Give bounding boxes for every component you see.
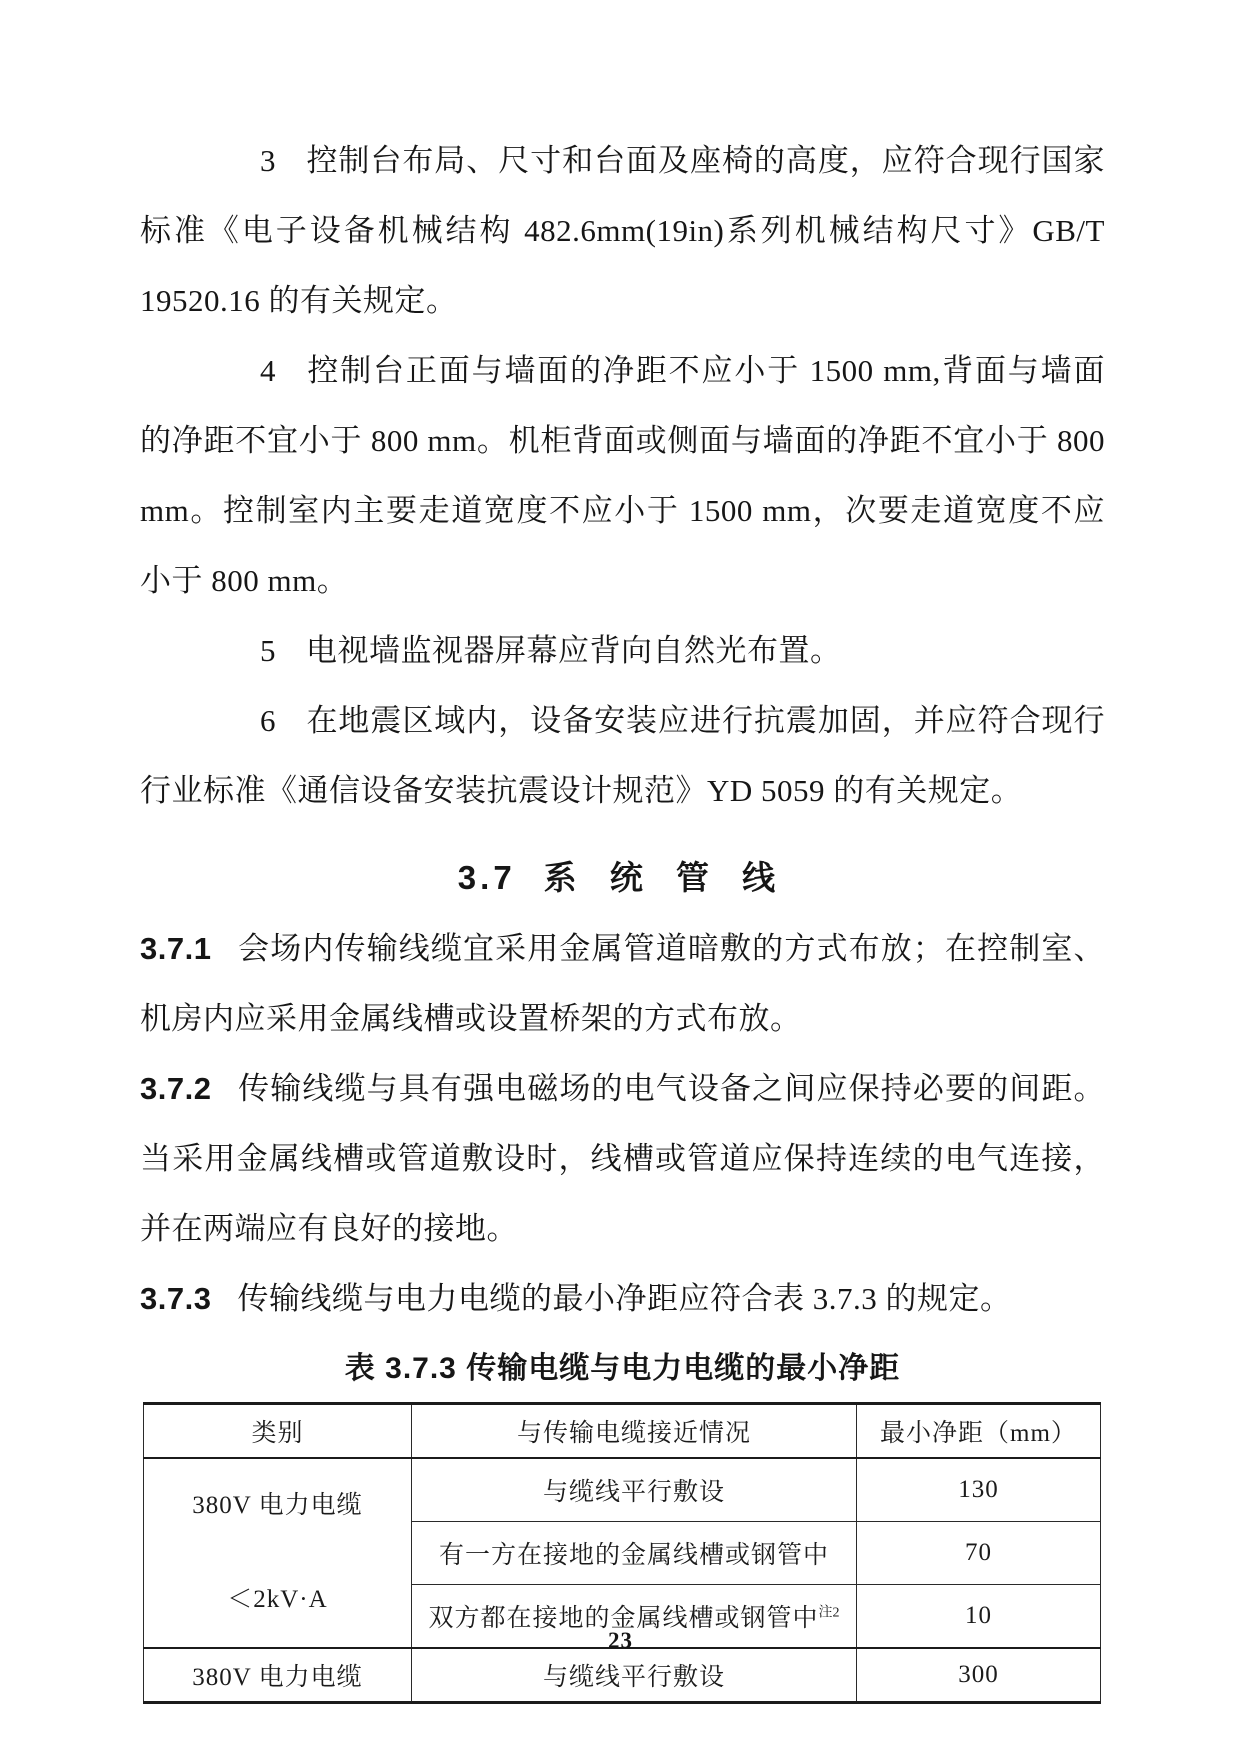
cell-value: 70	[856, 1522, 1100, 1585]
clause-number: 3.7.2	[140, 1071, 212, 1106]
category-line2: ＜2kV·A	[227, 1586, 328, 1613]
clearance-table	[143, 1402, 1101, 1704]
item-text: 控制台布局、尺寸和台面及座椅的高度，应符合现行国家标准《电子设备机械结构 482.6mm(19in)系列机械结构尺寸》GB/T 19520.16 的有关规定。	[140, 143, 1105, 318]
header-condition: 与传输电缆接近情况	[411, 1404, 856, 1459]
item-number: 3	[260, 143, 276, 178]
cell-condition: 与缆线平行敷设	[411, 1648, 856, 1703]
clause-text: 传输线缆与具有强电磁场的电气设备之间应保持必要的间距。当采用金属线槽或管道敷设时，线槽或管道应保持连续的电气连接，并在两端应有良好的接地。	[140, 1071, 1105, 1246]
item-number: 4	[260, 353, 276, 388]
page-number: 23	[608, 1628, 633, 1653]
table-caption: 表 3.7.3 传输电缆与电力电缆的最小净距	[344, 1352, 901, 1385]
cell-condition: 有一方在接地的金属线槽或钢管中	[411, 1522, 856, 1585]
header-min-clearance: 最小净距（mm）	[856, 1404, 1100, 1459]
cell-value: 300	[856, 1648, 1100, 1703]
clause-3-7-1	[140, 914, 1105, 1054]
cell-category-merged	[144, 1458, 412, 1648]
clause-number: 3.7.1	[140, 931, 212, 966]
item-number: 6	[260, 703, 276, 738]
paragraph-item-6	[140, 686, 1105, 826]
table-row	[144, 1458, 1101, 1522]
table-row	[144, 1648, 1101, 1703]
item-number: 5	[260, 633, 276, 668]
footnote-marker: 注2	[818, 1605, 840, 1621]
clause-3-7-3	[140, 1264, 1105, 1334]
cell-condition: 与缆线平行敷设	[411, 1458, 856, 1522]
clause-3-7-2	[140, 1054, 1105, 1264]
condition-text: 双方都在接地的金属线槽或钢管中	[428, 1604, 819, 1632]
cell-value: 10	[856, 1584, 1100, 1648]
cell-value: 130	[856, 1458, 1100, 1522]
paragraph-item-5	[140, 616, 1105, 686]
table-header-row	[144, 1404, 1101, 1459]
section-heading	[140, 842, 1105, 914]
clause-text: 传输线缆与电力电缆的最小净距应符合表 3.7.3 的规定。	[237, 1281, 1012, 1316]
clause-text: 会场内传输线缆宜采用金属管道暗敷的方式布放；在控制室、机房内应采用金属线槽或设置桥架的方式布放。	[140, 931, 1105, 1036]
item-text: 控制台正面与墙面的净距不应小于 1500 mm,背面与墙面的净距不宜小于 800 mm。机柜背面或侧面与墙面的净距不宜小于 800 mm。控制室内主要走道宽度不应小于 1500 mm，次要走道宽度不应小于 800 mm。	[140, 353, 1105, 598]
paragraph-item-3	[140, 126, 1105, 336]
header-category: 类别	[144, 1404, 412, 1459]
item-text: 电视墙监视器屏幕应背向自然光布置。	[306, 633, 842, 668]
section-number: 3.7	[457, 859, 516, 896]
category-line1: 380V 电力电缆	[192, 1492, 363, 1519]
item-text: 在地震区域内，设备安装应进行抗震加固，并应符合现行行业标准《通信设备安装抗震设计规范》YD 5059 的有关规定。	[140, 703, 1105, 808]
cell-category: 380V 电力电缆	[144, 1648, 412, 1703]
section-title: 系 统 管 线	[543, 859, 788, 896]
clause-number: 3.7.3	[140, 1281, 212, 1316]
paragraph-item-4	[140, 336, 1105, 616]
